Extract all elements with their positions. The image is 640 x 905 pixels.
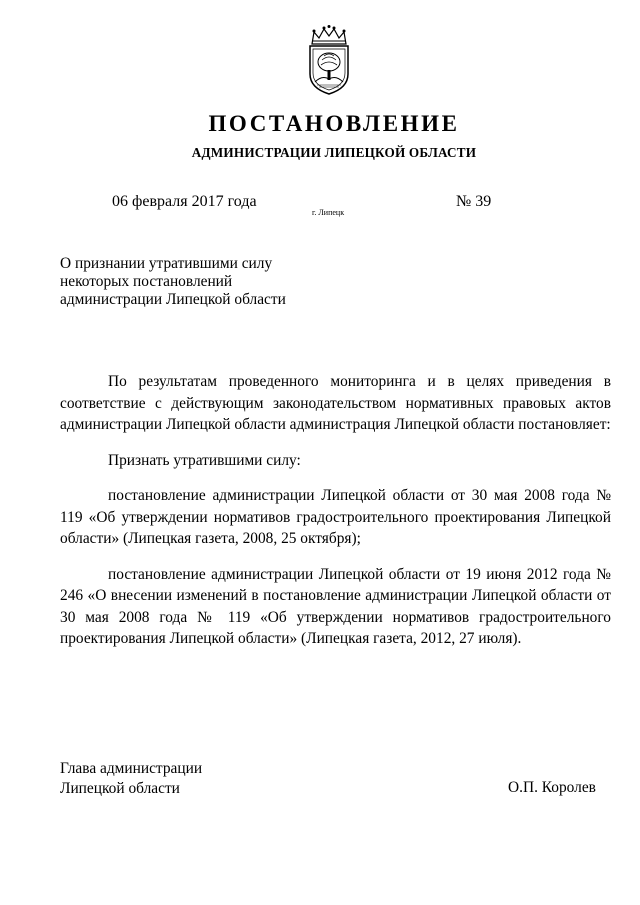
body-paragraph: По результатам проведенного мониторинга и в целях приведения в соответствие с действующим законодательством нормативных правовых актов администрации Липецкой области администрация Липецкой области постановляет:	[60, 373, 611, 433]
signatory-title-line: Глава администрации	[60, 760, 203, 777]
document-subtitle: АДМИНИСТРАЦИИ ЛИПЕЦКОЙ ОБЛАСТИ	[191, 145, 477, 160]
body-paragraph: постановление администрации Липецкой области от 19 июня 2012 года № 246 «О внесении изменений в постановление администрации Липецкой области от 30 мая 2008 года № 119 «Об утверждении нормативов градостроительного проектирования Липецкой области» (Липецкая газета, 2012, 27 июля).	[60, 565, 611, 647]
signatory-title-line: Липецкой области	[60, 780, 180, 797]
subject-line: О признании утратившими силу	[60, 255, 273, 272]
subject-line: администрации Липецкой области	[60, 291, 286, 308]
signatory-name: О.П. Королев	[508, 779, 596, 796]
signatory-title	[60, 759, 300, 799]
document-title: ПОСТАНОВЛЕНИЕ	[208, 111, 460, 136]
document-number: № 39	[456, 193, 492, 210]
document-city: г. Липецк	[312, 208, 345, 217]
body-paragraph: Признать утратившими силу:	[108, 451, 301, 469]
coat-of-arms-icon	[302, 24, 356, 96]
document-date: 06 февраля 2017 года	[112, 193, 257, 210]
body-paragraph: постановление администрации Липецкой области от 30 мая 2008 года № 119 «Об утверждении нормативов градостроительного проектирования Липецкой области» (Липецкая газета, 2008, 25 октября);	[60, 487, 611, 547]
subject-line: некоторых постановлений	[60, 273, 233, 290]
document-body	[60, 371, 611, 664]
document-subject	[60, 255, 320, 309]
